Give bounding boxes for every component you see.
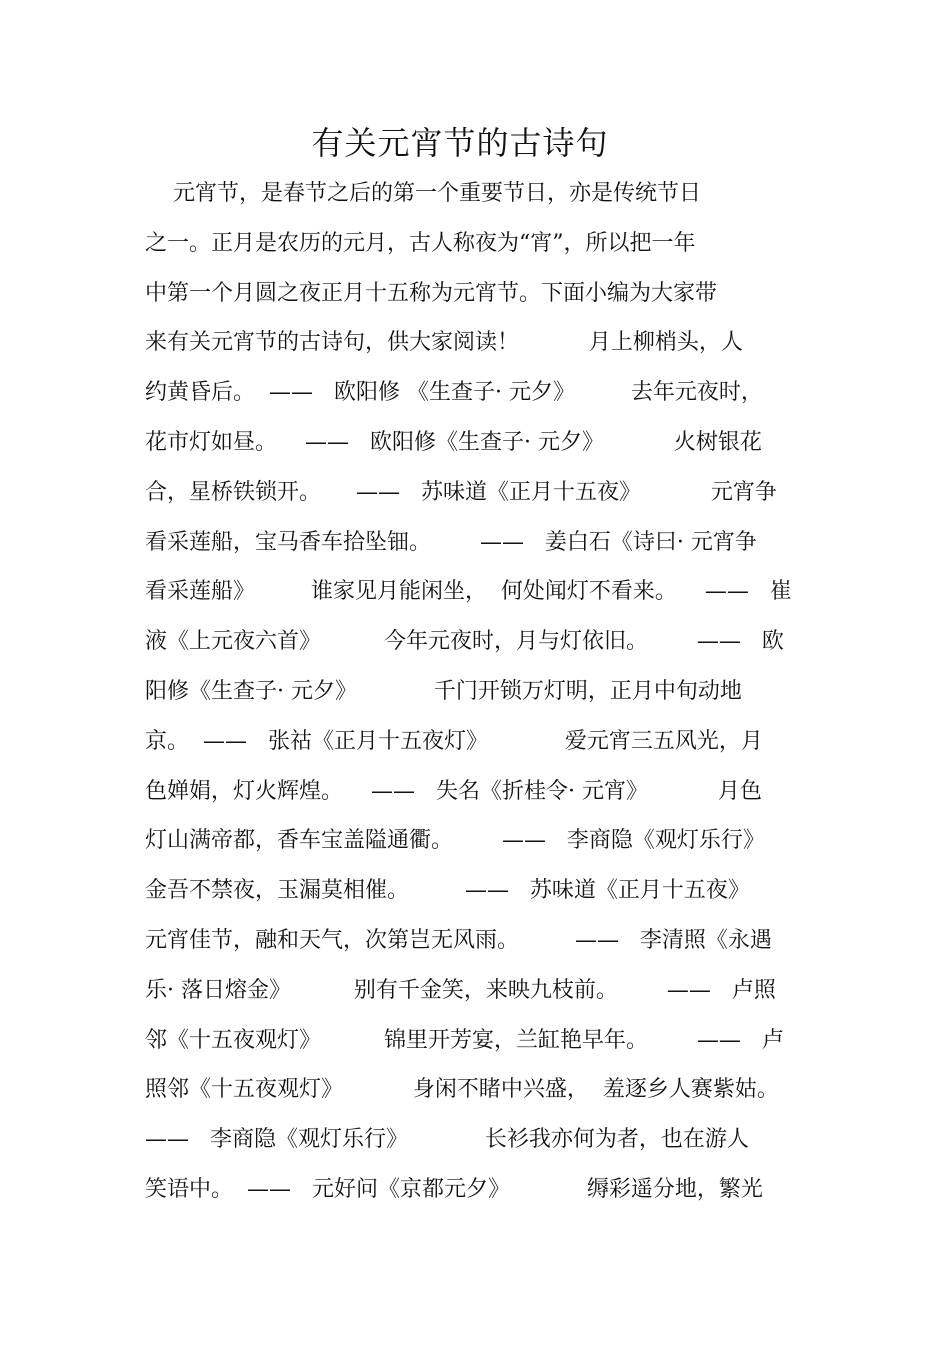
text-line: 照邻《十五夜观灯》 身闲不睹中兴盛， 羞逐乡人赛紫姑。: [145, 1077, 779, 1103]
document-body: [145, 169, 845, 1215]
text-line: 液《上元夜六首》 今年元夜时，月与灯依旧。 —— 欧: [145, 629, 784, 655]
text-line: 合，星桥铁锁开。 —— 苏味道《正月十五夜》 元宵争: [145, 479, 777, 505]
text-line: 来有关元宵节的古诗句，供大家阅读！ 月上柳梢头，人: [145, 330, 743, 356]
text-line: 看采莲船，宝马香车拾坠钿。 —— 姜白石《诗曰· 元宵争: [145, 529, 757, 555]
text-line: 中第一个月圆之夜正月十五称为元宵节。下面小编为大家带: [145, 280, 718, 306]
text-line: 约黄昏后。 —— 欧阳修 《生查子· 元夕》 去年元夜时，: [145, 380, 763, 406]
text-line: 花市灯如昼。 —— 欧阳修《生查子· 元夕》 火树银花: [145, 429, 762, 455]
text-line: —— 李商隐《观灯乐行》 长衫我亦何为者，也在游人: [145, 1127, 749, 1153]
text-line: 元宵佳节，融和天气，次第岂无风雨。 —— 李清照《永遇: [145, 927, 772, 953]
text-line: 元宵节，是春节之后的第一个重要节日，亦是传统节日: [145, 181, 701, 206]
text-line: 灯山满帝都，香车宝盖隘通衢。 —— 李商隐《观灯乐行》: [145, 828, 765, 854]
text-line: 之一。正月是农历的元月，古人称夜为“宵”，所以把一年: [145, 230, 696, 256]
text-line: 乐· 落日熔金》 别有千金笑，来映九枝前。 —— 卢照: [145, 977, 776, 1003]
text-line: 色婵娟，灯火辉煌。 —— 失名《折桂令· 元宵》 月色: [145, 778, 762, 804]
text-line: 邻《十五夜观灯》 锦里开芳宴，兰缸艳早年。 —— 卢: [145, 1027, 784, 1053]
text-line: 看采莲船》 谁家见月能闲坐， 何处闻灯不看来。 —— 崔: [145, 579, 792, 605]
document-title: 有关元宵节的古诗句: [311, 124, 609, 162]
text-line: 金吾不禁夜，玉漏莫相催。 —— 苏味道《正月十五夜》: [145, 878, 750, 904]
text-line: 京。 —— 张祜《正月十五夜灯》 爱元宵三五风光，月: [145, 728, 763, 754]
text-line: 阳修《生查子· 元夕》 千门开锁万灯明，正月中旬动地: [145, 678, 742, 704]
text-line: 笑语中。 —— 元好问《京都元夕》 缛彩遥分地，繁光: [145, 1176, 763, 1202]
